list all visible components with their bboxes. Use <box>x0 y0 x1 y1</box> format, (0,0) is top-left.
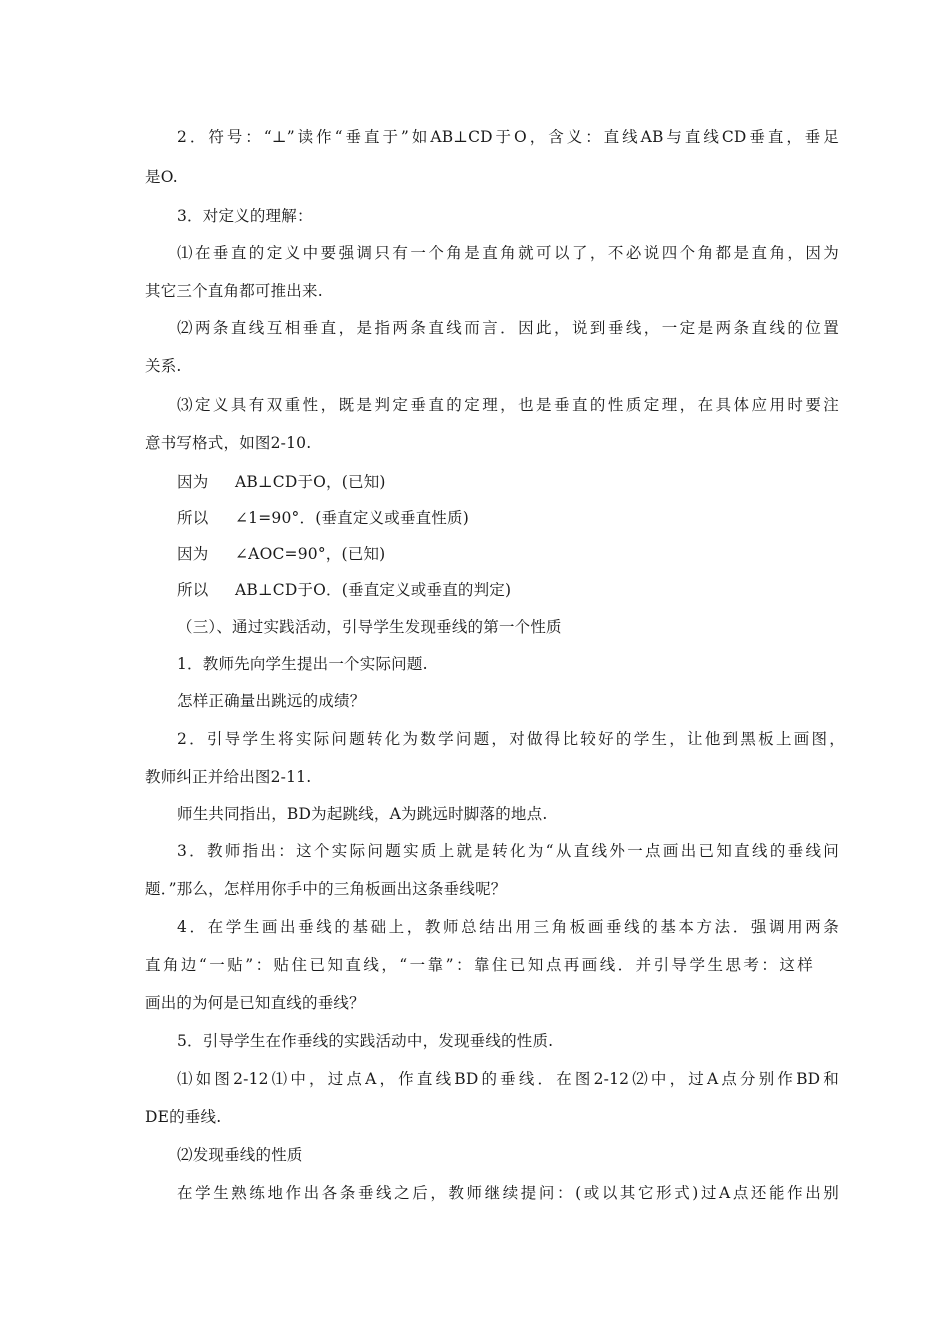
paragraph-line: ⑵发现垂线的性质 <box>177 1146 303 1164</box>
paragraph-line: 是O. <box>145 168 178 186</box>
reasoning-step <box>177 544 385 564</box>
paragraph-line: 画出的为何是已知直线的垂线？ <box>145 994 365 1012</box>
paragraph-line: 怎样正确量出跳远的成绩？ <box>177 692 366 710</box>
paragraph-line: 3．教师指出：这个实际问题实质上就是转化为“从直线外一点画出已知直线的垂线问 <box>177 842 839 860</box>
section-heading: （三）、通过实践活动，引导学生发现垂线的第一个性质 <box>177 618 562 636</box>
reasoning-statement: AB⊥CD于O，(已知) <box>235 473 386 491</box>
paragraph-line: 师生共同指出，BD为起跳线，A为跳远时脚落的地点. <box>177 805 548 823</box>
paragraph-line: 2．引导学生将实际问题转化为数学问题，对做得比较好的学生，让他到黑板上画图， <box>177 730 845 748</box>
paragraph-line: ⑶定义具有双重性，既是判定垂直的定理，也是垂直的性质定理，在具体应用时要注 <box>177 396 839 414</box>
paragraph-line: 1．教师先向学生提出一个实际问题. <box>177 655 428 673</box>
paragraph-line: ⑵两条直线互相垂直，是指两条直线而言．因此，说到垂线，一定是两条直线的位置 <box>177 319 839 337</box>
reasoning-statement: AB⊥CD于O．(垂直定义或垂直的判定) <box>235 581 512 599</box>
paragraph-line: ⑴如图2-12⑴中，过点A，作直线BD的垂线．在图2-12⑵中，过A点分别作BD和 <box>177 1070 839 1088</box>
reasoning-step <box>177 472 386 492</box>
reasoning-statement: ∠AOC=90°，(已知) <box>235 545 386 563</box>
reasoning-label: 所以 <box>177 509 209 527</box>
reasoning-label: 因为 <box>177 545 209 563</box>
paragraph-line: DE的垂线. <box>145 1108 222 1126</box>
paragraph-line: 4．在学生画出垂线的基础上，教师总结出用三角板画垂线的基本方法．强调用两条 <box>177 918 839 936</box>
paragraph-line: 关系. <box>145 357 182 375</box>
paragraph-line: 题．”那么，怎样用你手中的三角板画出这条垂线呢？ <box>145 880 507 898</box>
paragraph-line: 2．符号：“⊥”读作“垂直于”如AB⊥CD于O，含义：直线AB与直线CD垂直，垂足 <box>177 128 839 146</box>
reasoning-step <box>177 580 511 600</box>
paragraph-line: 其它三个直角都可推出来. <box>145 282 323 300</box>
paragraph-line: 在学生熟练地作出各条垂线之后，教师继续提问：(或以其它形式)过A点还能作出别 <box>177 1184 839 1202</box>
paragraph-line: 教师纠正并给出图2-11. <box>145 768 312 786</box>
paragraph-line: 直角边“一贴”：贴住已知直线，“一靠”：靠住已知点再画线．并引导学生思考：这样 <box>145 956 813 974</box>
reasoning-step <box>177 508 469 528</box>
paragraph-line: ⑴在垂直的定义中要强调只有一个角是直角就可以了，不必说四个角都是直角，因为 <box>177 244 839 262</box>
paragraph-line: 意书写格式，如图2-10. <box>145 434 312 452</box>
paragraph-line: 3．对定义的理解： <box>177 207 313 225</box>
reasoning-label: 因为 <box>177 473 209 491</box>
paragraph-line: 5．引导学生在作垂线的实践活动中，发现垂线的性质. <box>177 1032 554 1050</box>
reasoning-label: 所以 <box>177 581 209 599</box>
reasoning-statement: ∠1=90°．(垂直定义或垂直性质) <box>235 509 470 527</box>
